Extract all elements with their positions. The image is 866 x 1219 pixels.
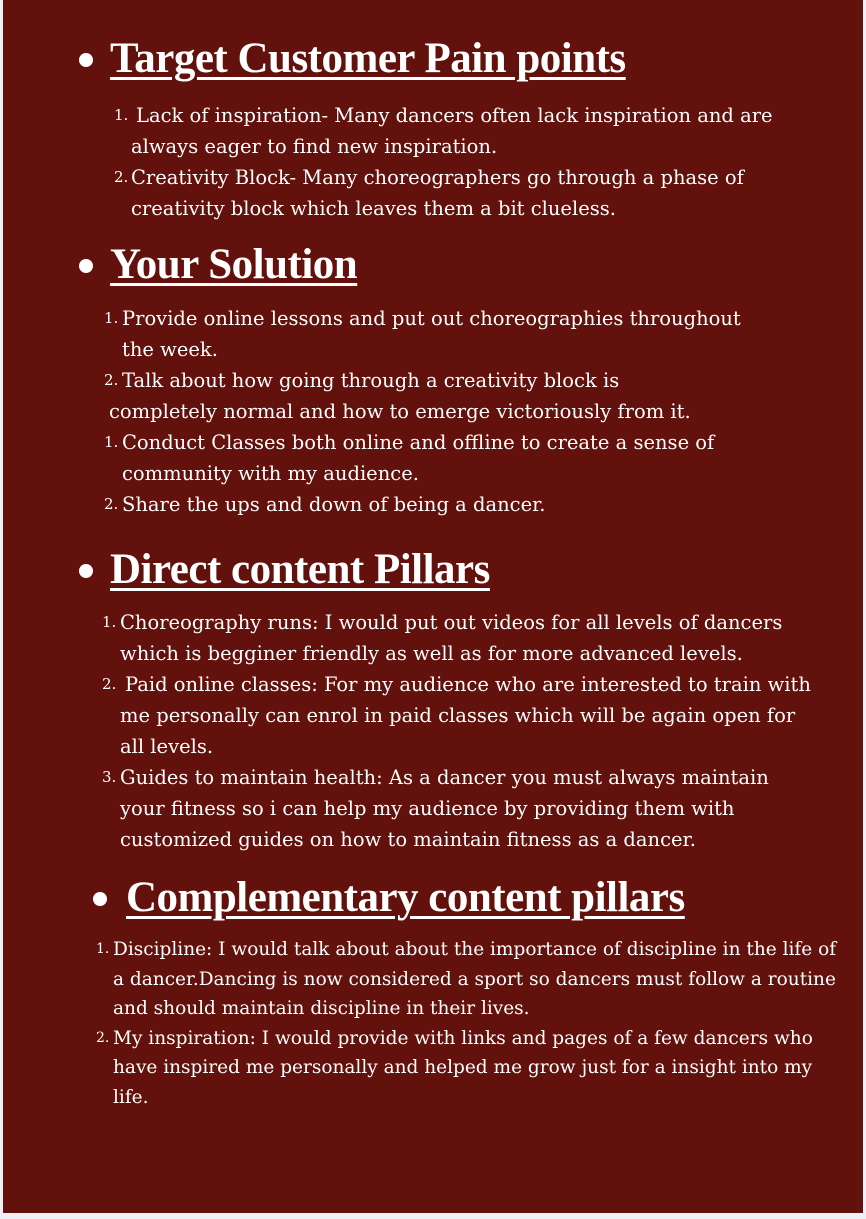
- list-item-line: Choreography runs: I would put out videos for all levels of dancers: [120, 611, 783, 634]
- list-item-line: all levels.: [120, 735, 214, 758]
- list-number: 2.: [104, 371, 119, 389]
- list-number: 1.: [96, 941, 110, 957]
- bullet-icon: [79, 564, 93, 578]
- list-item-line: community with my audience.: [122, 462, 419, 485]
- list-item-line: have inspired me personally and helped me grow just for a insight into my: [113, 1057, 813, 1078]
- list-item-line: which is begginer friendly as well as for more advanced levels.: [120, 642, 743, 665]
- list-item-line: Guides to maintain health: As a dancer you must always maintain: [120, 766, 769, 789]
- numbered-list: [3, 607, 811, 855]
- list-item: [3, 303, 741, 365]
- list-number: 2.: [102, 675, 117, 693]
- list-number: 1.: [102, 613, 117, 631]
- list-item-line: Conduct Classes both online and offline to create a sense of: [122, 431, 715, 454]
- list-item-line: Discipline: I would talk about about the importance of discipline in the life of: [113, 939, 837, 960]
- section-complementary-content-pillars: [3, 873, 863, 1108]
- section-heading: Direct content Pillars: [110, 546, 490, 593]
- list-item-line: a dancer.Dancing is now considered a sport so dancers must follow a routine: [113, 968, 836, 990]
- list-item-line: your fitness so i can help my audience by providing them with: [120, 797, 735, 820]
- bullet-icon: [93, 892, 107, 906]
- list-item-line: and should maintain discipline in their lives.: [113, 998, 530, 1019]
- list-number: 2.: [104, 495, 119, 513]
- list-item: [3, 365, 741, 427]
- list-item-line: the week.: [122, 338, 218, 361]
- list-item: [3, 427, 741, 489]
- list-item-line: always eager to find new inspiration.: [131, 135, 498, 158]
- list-item-line: me personally can enrol in paid classes which will be again open for: [120, 704, 796, 727]
- list-item: [3, 935, 836, 1024]
- section-heading: Target Customer Pain points: [110, 35, 626, 82]
- list-item: [3, 607, 811, 669]
- list-item-line: My inspiration: I would provide with links and pages of a few dancers who: [113, 1027, 813, 1049]
- list-number: 2.: [114, 168, 129, 186]
- section-heading: Your Solution: [110, 241, 358, 288]
- list-item: [3, 100, 773, 162]
- numbered-list: [3, 100, 773, 224]
- list-number: 2.: [96, 1029, 110, 1046]
- list-item-line: customized guides on how to maintain fitness as a dancer.: [120, 828, 696, 851]
- list-item-line: Provide online lessons and put out choreographies throughout: [122, 307, 741, 330]
- section-your-solution: [3, 240, 863, 516]
- list-item: [3, 1024, 836, 1113]
- section-pain-points: [3, 34, 863, 220]
- list-item: [3, 489, 741, 520]
- list-number: 1.: [104, 309, 119, 327]
- list-item: [3, 162, 773, 224]
- list-item-line: creativity block which leaves them a bit clueless.: [131, 197, 616, 220]
- list-number: 1.: [104, 433, 119, 451]
- list-item-line: life.: [113, 1086, 149, 1108]
- numbered-list: [3, 935, 836, 1112]
- document-page: [3, 0, 863, 1213]
- numbered-list: [3, 303, 741, 520]
- list-item-line: Talk about how going through a creativity block is: [122, 369, 620, 392]
- list-item: [3, 669, 811, 762]
- list-item-line: completely normal and how to emerge victoriously from it.: [109, 400, 691, 423]
- section-direct-content-pillars: [3, 545, 863, 851]
- bullet-icon: [79, 53, 93, 67]
- bullet-icon: [79, 259, 93, 273]
- list-item-line: Lack of inspiration- Many dancers often lack inspiration and are: [136, 104, 773, 127]
- list-item-line: Creativity Block- Many choreographers go through a phase of: [131, 166, 744, 189]
- section-heading: Complementary content pillars: [126, 874, 685, 921]
- list-item-line: Paid online classes: For my audience who are interested to train with: [125, 673, 811, 696]
- list-number: 3.: [102, 768, 117, 786]
- list-item: [3, 762, 811, 855]
- list-number: 1.: [114, 106, 129, 124]
- list-item-line: Share the ups and down of being a dancer.: [122, 493, 546, 516]
